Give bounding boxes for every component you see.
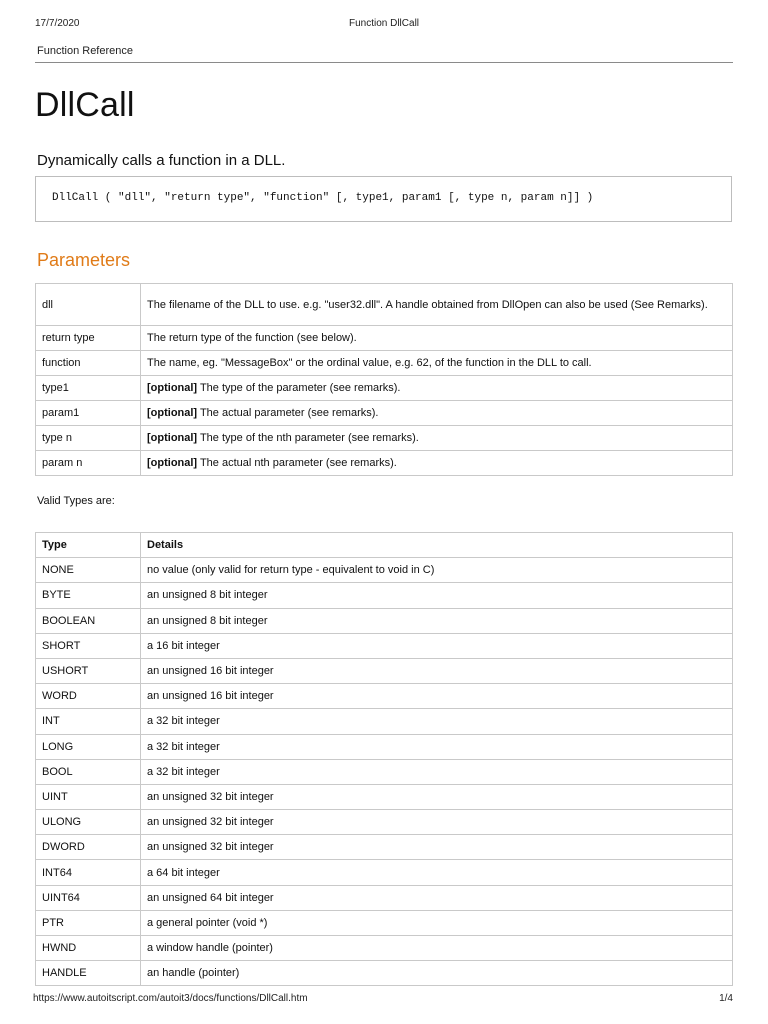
param-name: return type <box>36 326 141 351</box>
type-details: no value (only valid for return type - equivalent to void in C) <box>141 558 733 583</box>
param-name: function <box>36 351 141 376</box>
table-row <box>36 759 733 784</box>
table-row <box>36 401 733 426</box>
param-description: The actual parameter (see remarks). <box>197 407 379 419</box>
param-description-cell <box>141 451 733 476</box>
type-name: NONE <box>36 558 141 583</box>
optional-tag: [optional] <box>147 432 198 444</box>
param-description: The filename of the DLL to use. e.g. "user32.dll". A handle obtained from DllOpen can also be used (See Remarks). <box>141 284 733 326</box>
param-name: type1 <box>36 376 141 401</box>
table-row <box>36 558 733 583</box>
type-details: an unsigned 16 bit integer <box>141 684 733 709</box>
param-description-cell <box>141 376 733 401</box>
table-row <box>36 608 733 633</box>
table-row <box>36 936 733 961</box>
optional-tag: [optional] <box>147 457 198 469</box>
table-header-row <box>36 533 733 558</box>
type-details: an unsigned 64 bit integer <box>141 885 733 910</box>
type-details: an unsigned 16 bit integer <box>141 658 733 683</box>
types-intro: Valid Types are: <box>37 495 115 507</box>
type-name: HWND <box>36 936 141 961</box>
parameters-heading: Parameters <box>37 250 131 270</box>
table-row <box>36 658 733 683</box>
table-row <box>36 351 733 376</box>
param-name: dll <box>36 284 141 326</box>
param-description-cell <box>141 401 733 426</box>
table-row <box>36 961 733 986</box>
type-details: an unsigned 32 bit integer <box>141 835 733 860</box>
type-name: INT64 <box>36 860 141 885</box>
type-details: a 16 bit integer <box>141 633 733 658</box>
param-description: The actual nth parameter (see remarks). <box>197 457 397 469</box>
table-row <box>36 810 733 835</box>
table-row <box>36 583 733 608</box>
type-name: UINT <box>36 784 141 809</box>
table-row <box>36 885 733 910</box>
parameters-table <box>35 283 733 476</box>
type-details: a 32 bit integer <box>141 709 733 734</box>
syntax-box <box>35 176 732 222</box>
table-row <box>36 376 733 401</box>
param-description: The type of the parameter (see remarks). <box>197 382 401 394</box>
page-number: 1/4 <box>719 993 733 1004</box>
page-title: DllCall <box>35 86 135 124</box>
table-row <box>36 784 733 809</box>
table-row <box>36 284 733 326</box>
table-row <box>36 709 733 734</box>
type-name: INT <box>36 709 141 734</box>
table-row <box>36 860 733 885</box>
types-table <box>35 532 733 986</box>
type-details: a 32 bit integer <box>141 759 733 784</box>
type-details: a general pointer (void *) <box>141 910 733 935</box>
param-description: The type of the nth parameter (see remarks). <box>197 432 419 444</box>
table-row <box>36 910 733 935</box>
page-url[interactable]: https://www.autoitscript.com/autoit3/docs/functions/DllCall.htm <box>33 993 308 1004</box>
type-details: a window handle (pointer) <box>141 936 733 961</box>
table-row <box>36 835 733 860</box>
type-name: SHORT <box>36 633 141 658</box>
optional-tag: [optional] <box>147 382 198 394</box>
type-name: HANDLE <box>36 961 141 986</box>
type-details: an unsigned 8 bit integer <box>141 583 733 608</box>
column-header-details: Details <box>141 533 733 558</box>
print-title: Function DllCall <box>348 18 420 29</box>
type-name: USHORT <box>36 658 141 683</box>
table-row <box>36 326 733 351</box>
type-name: PTR <box>36 910 141 935</box>
type-name: BYTE <box>36 583 141 608</box>
header-divider <box>35 62 733 63</box>
table-row <box>36 734 733 759</box>
param-description: The name, eg. "MessageBox" or the ordinal value, e.g. 62, of the function in the DLL to call. <box>141 351 733 376</box>
type-details: an unsigned 32 bit integer <box>141 810 733 835</box>
type-name: BOOLEAN <box>36 608 141 633</box>
type-name: ULONG <box>36 810 141 835</box>
param-name: type n <box>36 426 141 451</box>
type-details: a 64 bit integer <box>141 860 733 885</box>
type-details: an unsigned 8 bit integer <box>141 608 733 633</box>
type-name: BOOL <box>36 759 141 784</box>
page-subtitle: Dynamically calls a function in a DLL. <box>37 152 286 169</box>
table-row <box>36 633 733 658</box>
table-row <box>36 451 733 476</box>
column-header-type: Type <box>36 533 141 558</box>
print-date: 17/7/2020 <box>35 18 80 29</box>
syntax-code: DllCall ( "dll", "return type", "function" [, type1, param1 [, type n, param n]] ) <box>52 192 594 204</box>
type-name: LONG <box>36 734 141 759</box>
print-header <box>35 18 733 32</box>
optional-tag: [optional] <box>147 407 198 419</box>
table-row <box>36 684 733 709</box>
type-name: UINT64 <box>36 885 141 910</box>
type-name: WORD <box>36 684 141 709</box>
type-details: an unsigned 32 bit integer <box>141 784 733 809</box>
param-description-cell <box>141 426 733 451</box>
breadcrumb[interactable]: Function Reference <box>37 45 133 57</box>
param-name: param1 <box>36 401 141 426</box>
type-details: a 32 bit integer <box>141 734 733 759</box>
table-row <box>36 426 733 451</box>
param-description: The return type of the function (see below). <box>141 326 733 351</box>
param-name: param n <box>36 451 141 476</box>
type-name: DWORD <box>36 835 141 860</box>
type-details: an handle (pointer) <box>141 961 733 986</box>
